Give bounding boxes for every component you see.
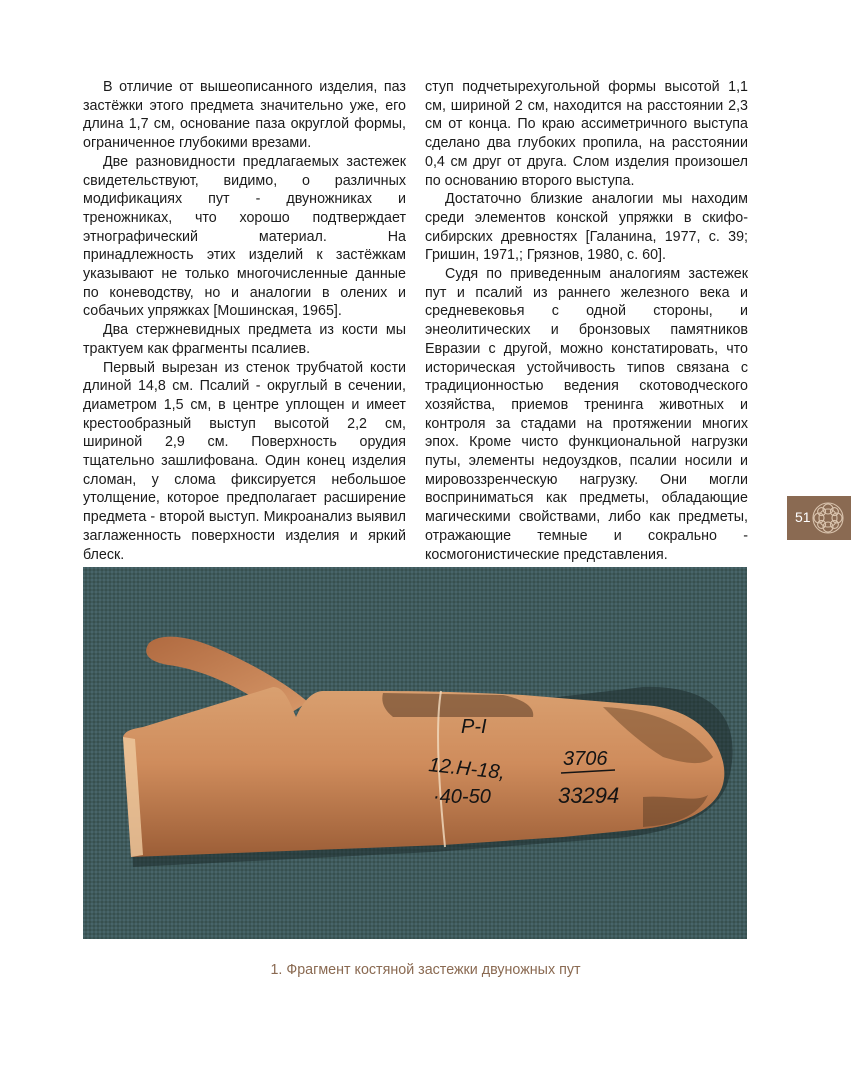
inscription-line: Р-I — [461, 716, 487, 738]
inscription-line: 33294 — [558, 783, 620, 808]
inscription-line: 12.Н-18, — [427, 754, 507, 784]
paragraph: Две разновидности предлагаемых застежек свидетельствуют, видимо, о различных модификациях пут - двуножниках и треножниках, что хорошо подтверждает этнографический материал. На принадлежность этих изделий к застёжкам указывают не только многочисленные данные по коневодству, но и аналогии в олених и собачьих упряжках [Мошинская, 1965]. — [83, 153, 406, 320]
text-column-left — [83, 78, 406, 602]
text-column-right — [425, 78, 748, 564]
inscription-line: 3706 — [563, 748, 608, 770]
paragraph: Первый вырезан из стенок трубчатой кости длиной 14,8 см. Псалий - округлый в сечении, диаметром 1,5 см, в центре уплощен и имеет крестообразный выступ высотой 2,2 см, шириной 2,9 см. Поверхность орудия тщательно зашлифована. Один конец изделия сломан, у слома фиксируется небольшое утолщение, которое предполагает расширение предмета - второй выступ. Микроанализ выявил заглаженность поверхности изделия и яркий блеск. — [83, 359, 406, 563]
page-number: 51 — [795, 509, 811, 525]
artifact-photo — [83, 567, 747, 939]
paragraph: В отличие от вышеописанного изделия, паз застёжки этого предмета значительно уже, его длина 1,7 см, основание паза округлой формы, ограниченное глубокими врезами. — [83, 79, 406, 152]
ornament-icon — [809, 499, 847, 537]
page-number-tab — [787, 496, 851, 540]
figure-caption: 1. Фрагмент костяной застежки двуножных пут — [270, 962, 581, 978]
paragraph: Судя по приведенным аналогиям застежек пут и псалий из раннего железного века и средневековья с одной стороны, и энеолитических и бронзовых памятников Евразии с другой, можно констатировать, что историческая устойчивость типов связана с традиционностью ведения скотоводческого хозяйства, приемов тренинга животных и контроля за стадами на протяжении многих эпох. Кроме чисто функциональной нагрузки путы, элементы недоуздков, псалии носили и мировоззренческую нагрузку. Они могли восприниматься как предметы, обладающие магическими свойствами, либо как предметы, отражающие темные и сокрально - космогонистические представления. — [425, 266, 748, 563]
paragraph: Два стержневидных предмета из кости мы трактуем как фрагменты псалиев. — [83, 322, 406, 357]
paragraph: ступ подчетырехугольной формы высотой 1,1 см, шириной 2 см, находится на расстоянии 2,3 см от конца. По краю ассиметричного выступа сделано два глубоких пропила, на расстоянии 0,4 см друг от друга. Слом изделия произошел по основанию второго выступа. — [425, 79, 748, 189]
inscription-line: ·40-50 — [433, 786, 491, 808]
paragraph: Достаточно близкие аналогии мы находим среди элементов конской упряжки в скифо-сибирских древностях [Галанина, 1977, с. 39; Гришин, 1971,; Грязнов, 1980, с. 60]. — [425, 191, 748, 264]
